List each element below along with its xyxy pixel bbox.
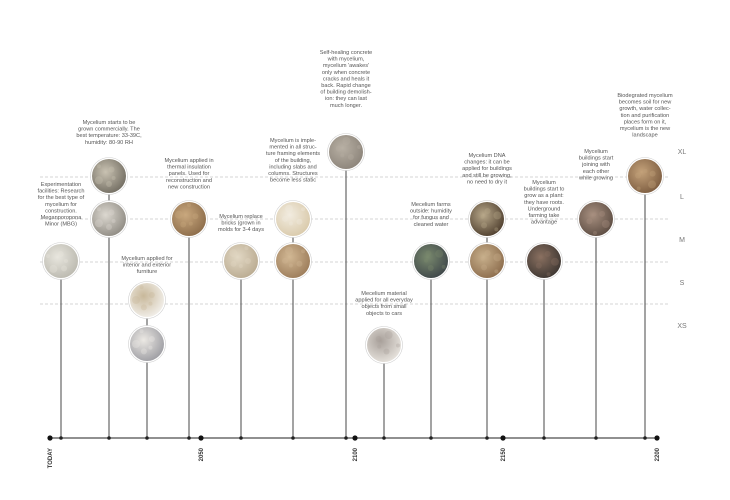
event-description-line: advantage xyxy=(530,219,558,226)
event-description-line: while growing xyxy=(579,175,613,182)
event-description-line: growth, water collec- xyxy=(619,106,671,113)
event-description-line: Mycelium xyxy=(584,149,608,155)
event-photo-circle xyxy=(91,201,128,238)
event-photo-circle xyxy=(275,201,312,238)
scale-label-xs: XS xyxy=(677,323,687,330)
event-description-line: Minor (MBG) xyxy=(44,221,78,228)
event-description xyxy=(524,180,565,226)
event-description-line: back. Rapid change xyxy=(321,83,371,89)
event-description-line: buildings start to xyxy=(523,186,565,193)
event-description-line: each other xyxy=(582,168,610,175)
event-description xyxy=(617,93,673,139)
event-description xyxy=(218,214,264,233)
scale-label-l: L xyxy=(680,194,684,201)
event-description-line: ture framing elements xyxy=(265,151,321,158)
event-description-line: new construction xyxy=(168,184,210,191)
event-description-line: Experimentation xyxy=(40,182,82,188)
event-photo-circle xyxy=(171,201,208,238)
event-description xyxy=(410,202,452,228)
event-description-line: Mecelium material xyxy=(361,291,407,297)
axis-label: 2100 xyxy=(353,448,359,462)
event-description-line: Mycelium is imple- xyxy=(270,138,316,144)
event-photo-circle xyxy=(129,282,166,319)
event-description xyxy=(164,158,213,190)
event-description-line: joining with xyxy=(582,162,610,169)
event-description-line: grown commercially. The xyxy=(78,126,140,133)
event-description-line: bricks (grown in xyxy=(221,220,261,227)
event-description-line: cleaned water xyxy=(413,221,449,228)
event-description-line: changes: it can be xyxy=(464,159,510,166)
event-description-line: Meganporopona xyxy=(40,215,82,221)
event-description-line: places form on it, xyxy=(623,119,667,126)
event-description-line: ion: they can last xyxy=(325,96,367,103)
event-description-line: buildings start xyxy=(578,155,614,162)
scale-label-s: S xyxy=(679,280,685,287)
event-description-line: Mycelium applied for xyxy=(121,256,173,262)
event-description xyxy=(578,149,614,181)
event-description-line: facilities: Research xyxy=(37,188,85,195)
event-description-line: Mycelium applied in xyxy=(164,158,214,164)
event-description-line: for the best type of xyxy=(37,195,85,202)
event-photo-circle xyxy=(578,201,615,238)
event-description-line: furniture xyxy=(136,269,158,276)
event-description-line: Biodegrated mycelium xyxy=(617,93,673,99)
event-description-line: landscape xyxy=(632,132,658,139)
event-description-line: mycelium 'awakes' xyxy=(322,63,370,70)
event-description-line: only when concrete xyxy=(321,69,371,76)
event-photo-circle xyxy=(223,243,260,280)
event-description-line: interior and exterior xyxy=(122,262,172,269)
event-photo-circle xyxy=(43,243,80,280)
event-description-line: becomes soil for new xyxy=(618,99,672,106)
event-description-line: no need to dry it xyxy=(466,179,508,186)
event-description-line: of building demolish- xyxy=(320,89,372,96)
event-photo-circle xyxy=(469,201,506,238)
event-photo-circle xyxy=(275,243,312,280)
event-description-line: Mycelium starts to be xyxy=(82,120,136,126)
event-description-line: of the building, xyxy=(274,157,312,164)
event-photo-circle xyxy=(91,158,128,195)
axis-label: 2050 xyxy=(199,448,205,462)
event-description xyxy=(320,50,373,109)
event-description-line: applied for all everyday xyxy=(355,297,413,304)
axis-dot xyxy=(47,435,52,440)
event-description-line: Mycelium replace xyxy=(219,214,263,220)
event-description-line: best temperature: 33-39C, xyxy=(76,133,142,140)
event-description-line: with mycelium, xyxy=(327,56,365,63)
event-description-line: Self-healing concrete xyxy=(319,50,373,56)
event-description-line: Mycelium xyxy=(532,180,556,186)
scale-label-m: M xyxy=(679,237,685,244)
event-description-line: cracks and heals it xyxy=(322,76,370,83)
event-description-line: become less static xyxy=(269,177,317,184)
event-description-line: humidity: 80-90 RH xyxy=(85,139,133,146)
axis-label: 2150 xyxy=(501,448,507,462)
event-description xyxy=(355,291,413,317)
event-description xyxy=(121,256,172,275)
event-description xyxy=(76,120,142,146)
event-photo-circle xyxy=(526,243,563,280)
event-photo-circle xyxy=(413,243,450,280)
event-description-line: they have roots. xyxy=(524,199,564,206)
event-description-line: Mecelium farms xyxy=(411,202,451,208)
event-description-line: Underground xyxy=(527,206,561,213)
event-description-line: objects from small xyxy=(361,304,407,311)
axis-dot xyxy=(500,435,505,440)
event-description-line: tion and purification xyxy=(620,112,670,119)
event-description-line: molds for 3-4 days xyxy=(217,227,265,234)
event-description-line: objects to cars xyxy=(365,310,403,317)
event-description-line: reconstruction and xyxy=(165,177,213,184)
axis-dot xyxy=(654,435,659,440)
event-description xyxy=(266,138,320,184)
event-description-line: outside: humidity xyxy=(410,208,452,215)
event-photo-circle xyxy=(469,243,506,280)
scale-label-xl: XL xyxy=(677,149,687,156)
event-description-line: much longer. xyxy=(329,102,363,109)
event-description xyxy=(38,182,85,228)
event-description-line: thermal insulation xyxy=(167,164,211,171)
event-description-line: applied for buildings xyxy=(462,166,512,173)
event-photo-circle xyxy=(366,327,403,364)
event-description xyxy=(462,153,512,185)
event-description-line: and still be growing, xyxy=(462,172,512,179)
event-description-line: construction. xyxy=(45,208,77,215)
event-description-line: farming take xyxy=(528,213,560,219)
event-description-line: panels. Used for xyxy=(168,171,210,178)
event-photo-circle xyxy=(627,158,664,195)
event-description-line: columns. Structures xyxy=(268,171,318,177)
axis-dot xyxy=(352,435,357,440)
event-description-line: grow as a plant: xyxy=(524,193,564,200)
event-description-line: Mycelium DNA xyxy=(468,153,506,159)
event-photo-circle xyxy=(328,134,365,171)
event-description-line: including slabs and xyxy=(269,164,317,171)
event-description-line: for fungus and xyxy=(413,215,449,222)
axis-label: 2200 xyxy=(655,448,661,462)
axis-label: TODAY xyxy=(48,448,54,469)
axis-dot xyxy=(198,435,203,440)
event-description-line: mycelium for xyxy=(45,201,77,208)
event-photo-circle xyxy=(129,326,166,363)
event-description-line: mycelium is the new xyxy=(619,126,671,132)
event-description-line: mented in all struc- xyxy=(269,144,317,151)
